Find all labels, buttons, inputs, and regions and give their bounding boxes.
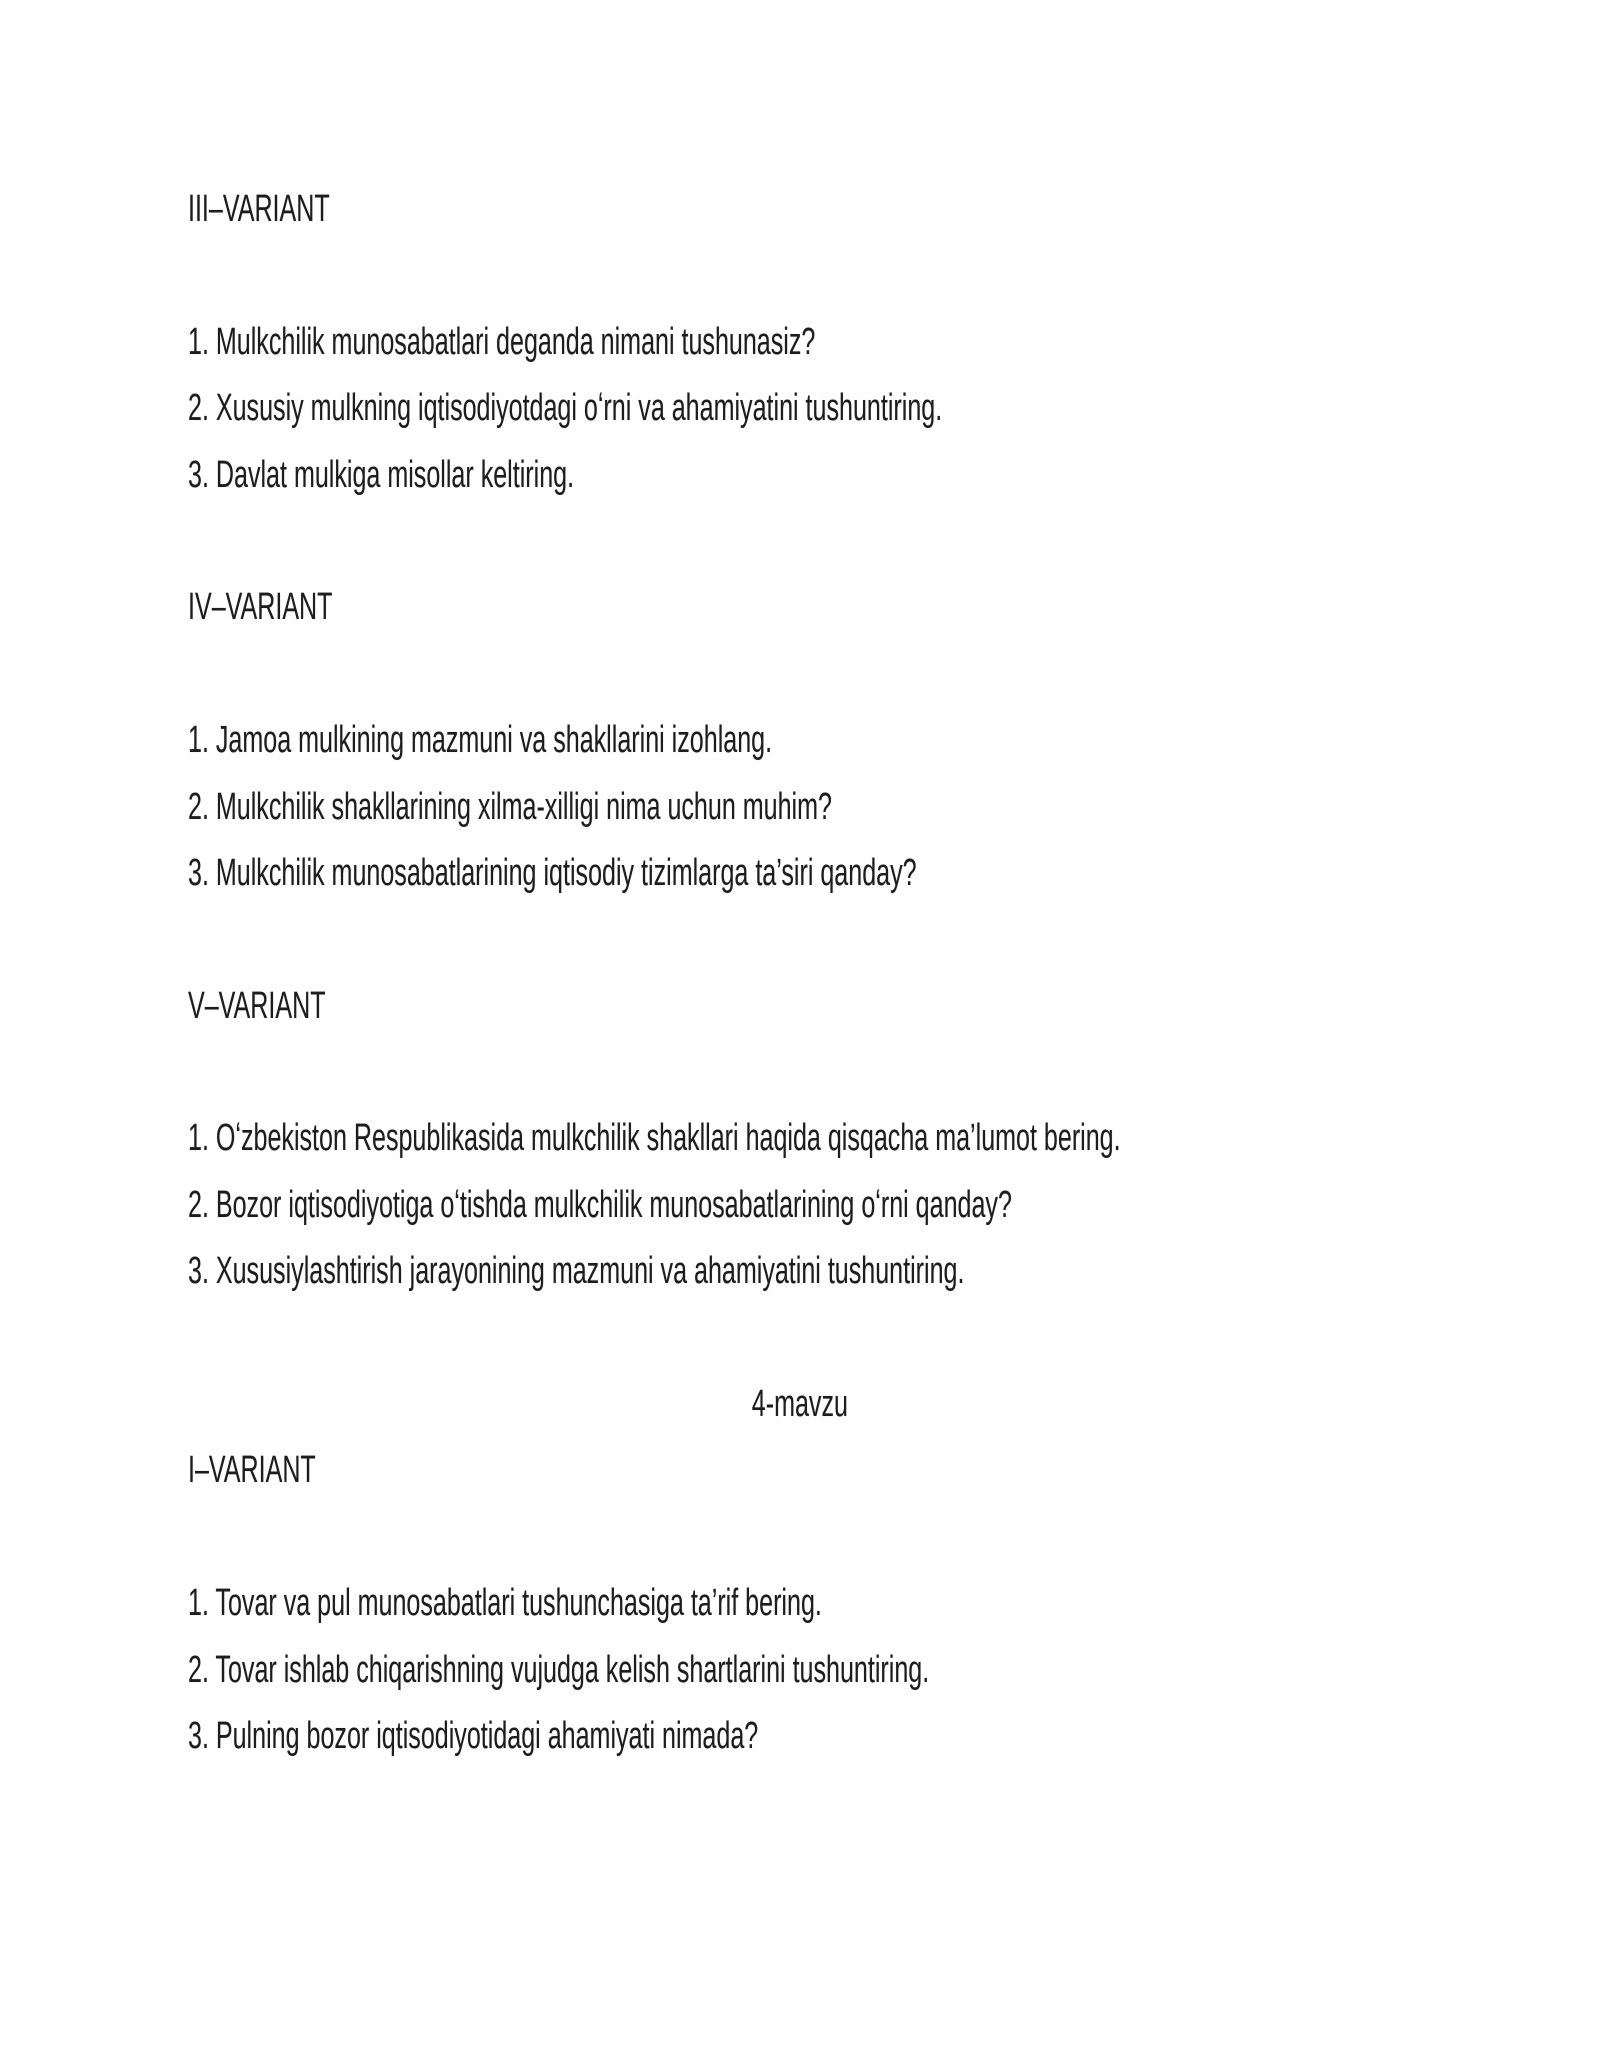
question-text: 1. Tovar va pul munosabatlari tushunchasiga ta’rif bering.: [188, 1582, 822, 1625]
variant-heading-line: [188, 176, 1412, 242]
question-text: 2. Tovar ishlab chiqarishning vujudga kelish shartlarini tushuntiring.: [188, 1648, 930, 1691]
variant-heading: V–VARIANT: [188, 984, 326, 1027]
question-text: 1. Mulkchilik munosabatlari deganda nimani tushunasiz?: [188, 320, 816, 363]
topic-heading: 4-mavzu: [751, 1383, 849, 1426]
blank-line: [188, 641, 1412, 707]
question-text: 3. Pulning bozor iqtisodiyotidagi ahamiyati nimada?: [188, 1714, 759, 1757]
question-line: [188, 1570, 1412, 1636]
question-line: [188, 840, 1412, 906]
question-text: 3. Xususiylashtirish jarayonining mazmuni va ahamiyatini tushuntiring.: [188, 1250, 965, 1293]
question-line: [188, 707, 1412, 773]
question-line: [188, 1172, 1412, 1238]
question-text: 1. Oʻzbekiston Respublikasida mulkchilik shakllari haqida qisqacha ma’lumot bering.: [188, 1117, 1121, 1160]
question-line: [188, 774, 1412, 840]
blank-line: [188, 906, 1412, 972]
question-text: 3. Mulkchilik munosabatlarining iqtisodiy tizimlarga ta’siri qanday?: [188, 851, 917, 894]
question-line: [188, 1703, 1412, 1769]
question-text: 1. Jamoa mulkining mazmuni va shakllarini izohlang.: [188, 719, 773, 762]
variant-heading-line: [188, 1437, 1412, 1503]
blank-line: [188, 508, 1412, 574]
variant-heading: III–VARIANT: [188, 188, 330, 230]
blank-line: [188, 242, 1412, 308]
blank-line: [188, 1305, 1412, 1371]
question-line: [188, 1105, 1412, 1171]
variant-heading-line: [188, 973, 1412, 1039]
question-line: [188, 375, 1412, 441]
variant-heading: I–VARIANT: [188, 1449, 316, 1492]
question-text: 2. Bozor iqtisodiyotiga oʻtishda mulkchilik munosabatlarining oʻrni qanday?: [188, 1183, 1012, 1226]
question-text: 2. Xususiy mulkning iqtisodiyotdagi oʻrni va ahamiyatini tushuntiring.: [188, 387, 943, 430]
blank-line: [188, 1039, 1412, 1105]
question-line: [188, 1238, 1412, 1304]
question-text: 3. Davlat mulkiga misollar keltiring.: [188, 453, 575, 496]
topic-heading-line: [188, 1371, 1412, 1437]
blank-line: [188, 1504, 1412, 1570]
question-line: [188, 309, 1412, 375]
question-text: 2. Mulkchilik shakllarining xilma-xilligi nima uchun muhim?: [188, 785, 832, 828]
question-line: [188, 442, 1412, 508]
variant-heading: IV–VARIANT: [188, 586, 333, 629]
variant-heading-line: [188, 574, 1412, 640]
question-line: [188, 1637, 1412, 1703]
